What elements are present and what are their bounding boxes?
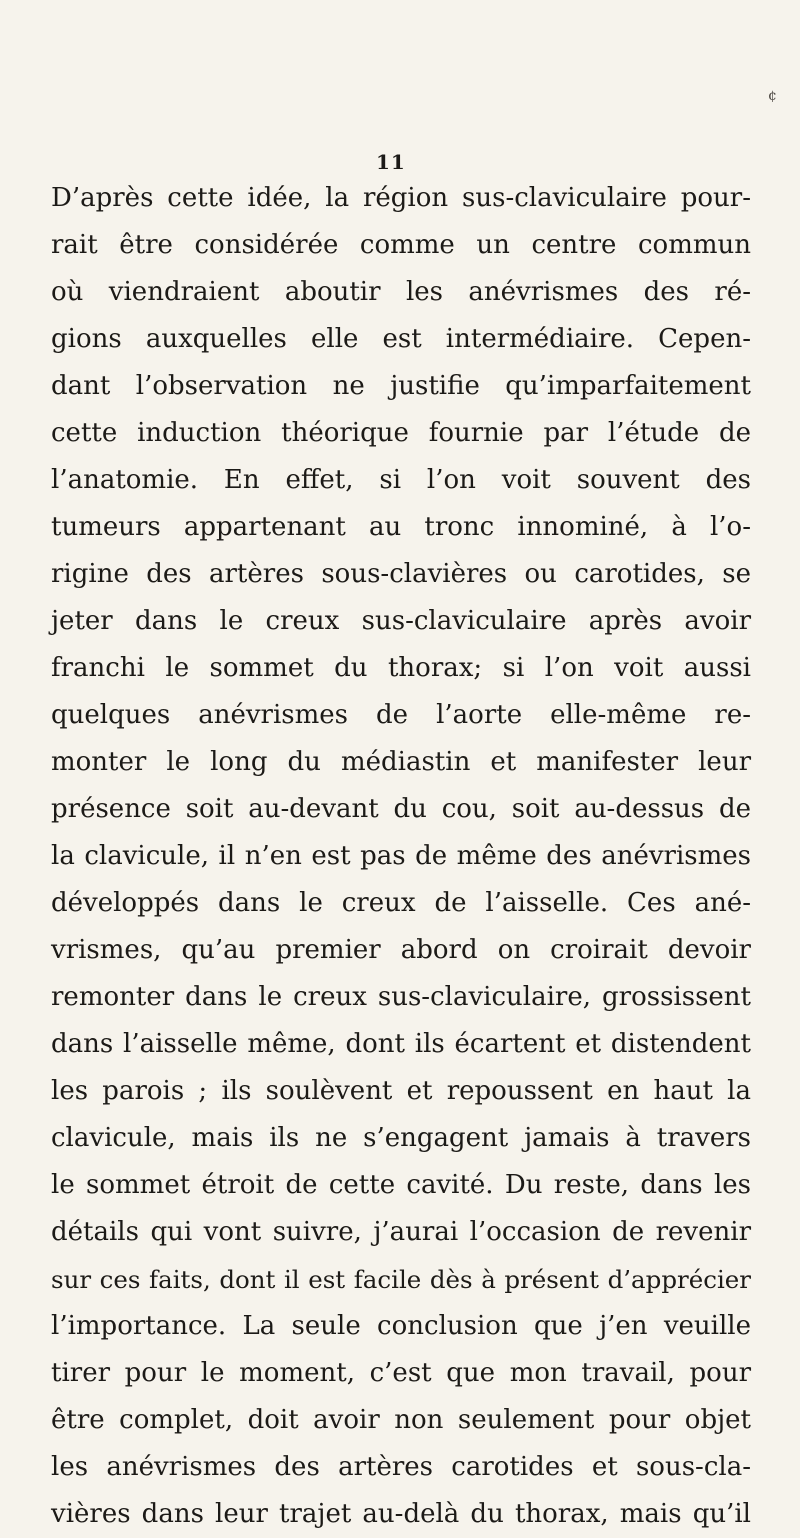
- text-line: D’après cette idée, la région sus-claviculaire pour-: [51, 183, 751, 213]
- text-line: quelques anévrismes de l’aorte elle-même re-: [51, 700, 751, 730]
- body-text: [51, 175, 751, 1538]
- text-line: monter le long du médiastin et manifester leur: [51, 747, 751, 777]
- text-line: vières dans leur trajet au-delà du thorax, mais qu’il: [51, 1499, 751, 1529]
- text-line: remonter dans le creux sus-claviculaire, grossissent: [51, 982, 751, 1012]
- text-line: rait être considérée comme un centre commun: [51, 230, 751, 260]
- text-line: le sommet étroit de cette cavité. Du reste, dans les: [51, 1170, 751, 1200]
- text-line: rigine des artères sous-clavières ou carotides, se: [51, 559, 751, 589]
- text-line: tumeurs appartenant au tronc innominé, à l’o-: [51, 512, 751, 542]
- text-line: où viendraient aboutir les anévrismes des ré-: [51, 277, 751, 307]
- text-line: franchi le sommet du thorax; si l’on voit aussi: [51, 653, 751, 683]
- text-line: sur ces faits, dont il est facile dès à présent d’apprécier: [51, 1265, 751, 1294]
- text-line: les parois ; ils soulèvent et repoussent en haut la: [51, 1076, 751, 1106]
- text-line: tirer pour le moment, c’est que mon travail, pour: [51, 1358, 751, 1388]
- text-line: gions auxquelles elle est intermédiaire. Cepen-: [51, 324, 751, 354]
- text-line: vrismes, qu’au premier abord on croirait devoir: [51, 935, 751, 965]
- text-line: dant l’observation ne justifie qu’imparfaitement: [51, 371, 751, 401]
- text-line: la clavicule, il n’en est pas de même des anévrismes: [51, 841, 751, 871]
- text-line: les anévrismes des artères carotides et sous-cla-: [51, 1452, 751, 1482]
- text-line: être complet, doit avoir non seulement pour objet: [51, 1405, 751, 1435]
- text-line: dans l’aisselle même, dont ils écartent et distendent: [51, 1029, 751, 1059]
- text-line: l’anatomie. En effet, si l’on voit souvent des: [51, 465, 751, 495]
- page-number: 11: [376, 150, 406, 174]
- text-line: l’importance. La seule conclusion que j’en veuille: [51, 1311, 751, 1341]
- corner-mark: ¢: [768, 88, 777, 104]
- text-line: clavicule, mais ils ne s’engagent jamais à travers: [51, 1123, 751, 1153]
- text-line: présence soit au-devant du cou, soit au-dessus de: [51, 794, 751, 824]
- text-line: jeter dans le creux sus-claviculaire après avoir: [51, 606, 751, 636]
- text-line: détails qui vont suivre, j’aurai l’occasion de revenir: [51, 1217, 751, 1247]
- text-line: cette induction théorique fournie par l’étude de: [51, 418, 751, 448]
- text-line: développés dans le creux de l’aisselle. Ces ané-: [51, 888, 751, 918]
